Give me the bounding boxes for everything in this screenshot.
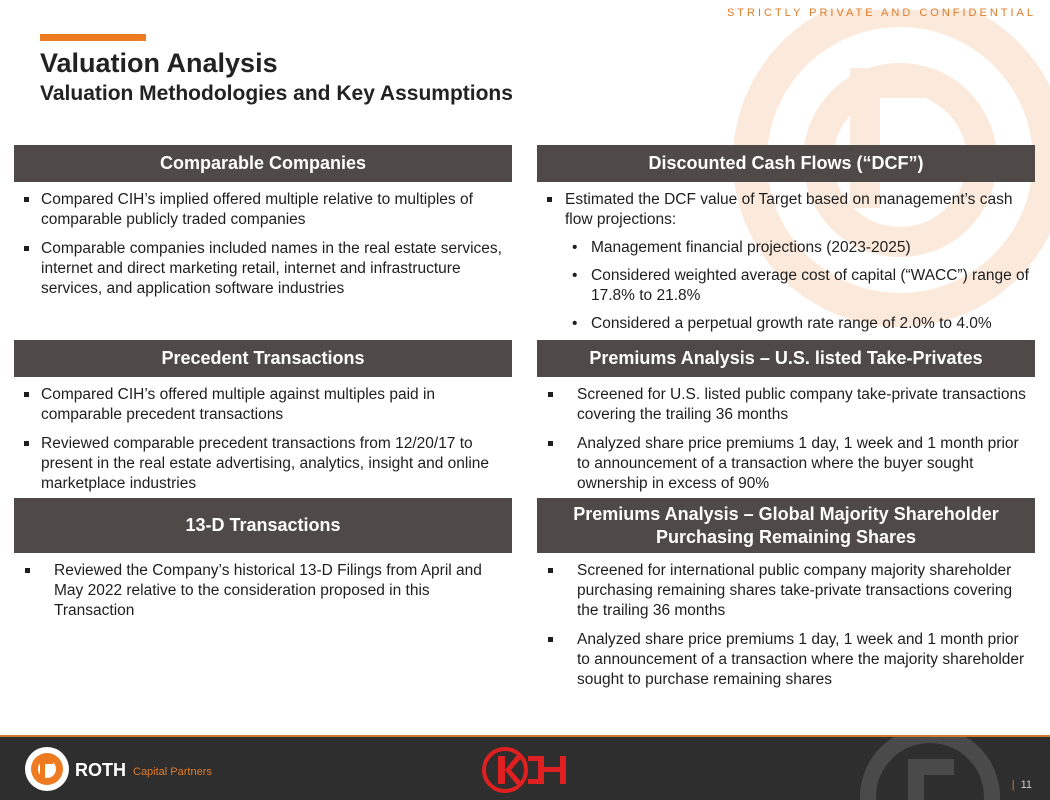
comparable-companies-body xyxy=(14,190,504,308)
thirteen-d-header: 13-D Transactions xyxy=(14,498,512,553)
list-item: Reviewed comparable precedent transactions from 12/20/17 to present in the real estate advertising, analytics, insight and online marketplace industries xyxy=(14,434,504,494)
list-item: Compared CIH’s implied offered multiple relative to multiples of comparable publicly traded companies xyxy=(14,190,504,230)
page-number: | 11 xyxy=(1011,779,1032,791)
list-item: Reviewed the Company’s historical 13-D Filings from April and May 2022 relative to the consideration proposed in this Transaction xyxy=(14,561,504,621)
premiums-us-body xyxy=(537,385,1027,503)
sub-list-item: • Considered a perpetual growth rate range of 2.0% to 4.0% xyxy=(572,315,992,332)
title-accent-bar xyxy=(40,34,146,41)
comparable-companies-header: Comparable Companies xyxy=(14,145,512,182)
sub-list-item: • Considered weighted average cost of capital (“WACC”) range of 17.8% to 21.8% xyxy=(572,267,1029,304)
dcf-header: Discounted Cash Flows (“DCF”) xyxy=(537,145,1035,182)
list-item: Analyzed share price premiums 1 day, 1 week and 1 month prior to announcement of a transaction where the majority shareholder sought to purchase remaining shares xyxy=(537,630,1027,690)
cih-logo-icon xyxy=(480,745,572,795)
roth-brand-sub: Capital Partners xyxy=(133,766,212,778)
premiums-global-title-line2: Purchasing Remaining Shares xyxy=(655,526,917,547)
footer xyxy=(0,735,1050,800)
roth-brand-name: ROTH xyxy=(75,760,126,780)
premiums-global-header xyxy=(537,498,1035,553)
precedent-transactions-body xyxy=(14,385,504,503)
list-item: Screened for international public company majority shareholder purchasing remaining shares take-private transactions covering the trailing 36 months xyxy=(537,561,1027,621)
list-item: Comparable companies included names in the real estate services, internet and direct marketing retail, internet and infrastructure services, and application software industries xyxy=(14,239,504,299)
page-subtitle: Valuation Methodologies and Key Assumptions xyxy=(40,82,513,105)
premiums-global-body xyxy=(537,561,1027,699)
roth-logo-icon xyxy=(24,746,70,792)
list-item: Screened for U.S. listed public company take-private transactions covering the trailing 36 months xyxy=(537,385,1027,425)
sub-list-item: • Management financial projections (2023-2025) xyxy=(572,239,911,256)
list-item: Compared CIH’s offered multiple against multiples paid in comparable precedent transactions xyxy=(14,385,504,425)
dcf-body xyxy=(537,190,1032,342)
list-item: Analyzed share price premiums 1 day, 1 week and 1 month prior to announcement of a transaction where the buyer sought ownership in excess of 90% xyxy=(537,434,1027,494)
confidential-label: STRICTLY PRIVATE AND CONFIDENTIAL xyxy=(726,7,1036,19)
page-title: Valuation Analysis xyxy=(40,48,278,78)
list-item: Estimated the DCF value of Target based on management’s cash flow projections: xyxy=(537,190,1032,230)
thirteen-d-body xyxy=(14,561,504,630)
premiums-us-header: Premiums Analysis – U.S. listed Take-Privates xyxy=(537,340,1035,377)
premiums-global-title-line1: Premiums Analysis – Global Majority Shareholder xyxy=(573,503,999,524)
precedent-transactions-header: Precedent Transactions xyxy=(14,340,512,377)
